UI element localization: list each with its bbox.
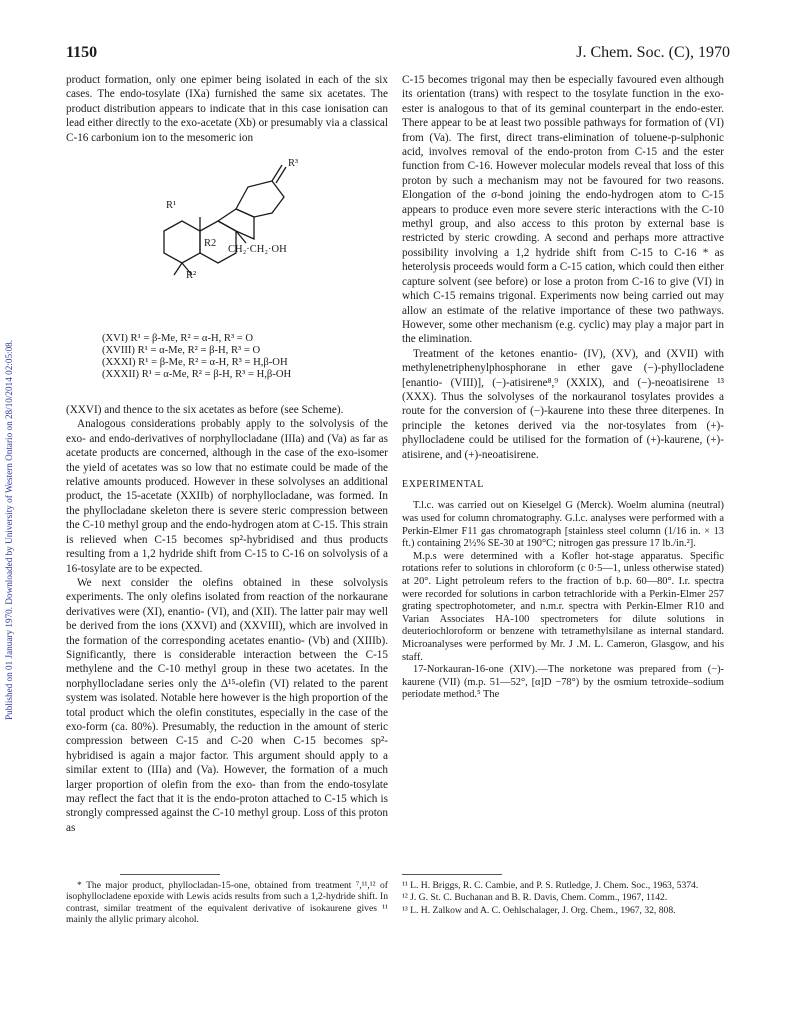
download-watermark-text: Published on 01 January 1970. Downloaded by University of Western Ontario on 28/10/2014 02:05:08. <box>4 339 14 720</box>
download-watermark <box>4 120 18 720</box>
legend-line: (XXXII) R¹ = α-Me, R² = β-H, R³ = H,β-OH <box>102 369 292 381</box>
structure-figure <box>66 151 388 403</box>
reference-item: ¹³ L. H. Zalkow and A. C. Oehlschalager, J. Org. Chem., 1967, 32, 808. <box>402 904 676 916</box>
compound-legend <box>102 333 291 381</box>
experimental-paragraph-2: M.p.s were determined with a Kofler hot-stage apparatus. Specific rotations refer to solutions in chloroform (c 0·5—1, unless otherwise stated) at 20°. Light petroleum refers to the fraction of b.p. 60—80°. I.r. spectra were recorded for solutions in carbon tetrachloride with a Perkin-Elmer 257 grating spectrophotometer, and n.m.r. spectra with Perkin-Elmer R10 and Varian Associates HA-100 spectrometers for dilute solutions in deuteriochloroform or benzene with tetramethylsilane as internal standard. Microanalyses were performed by Mr. J .M. L. Cameron, Glasgow, and his staff. <box>402 550 724 663</box>
tetracyclic-structure-diagram <box>126 151 326 331</box>
left-column <box>66 73 388 835</box>
footnote-divider <box>120 874 220 875</box>
left-paragraph-3: Analogous considerations probably apply to the solvolysis of the exo- and endo-derivatives of norphyllocladane (IIIa) and (Va) as far as acetate products are concerned, although in the case of the exo-isomer the yield of acetates was so low that no estimate could be made of the relative amounts produced. However in these solvolyses an additional product, the 15-acetate (XXIIb) of norphyllocladane, was formed. In the phyllocladane skeleton there is severe steric compression between the C-10 methyl group and the endo-hydrogen atom at C-15. This strain is relieved when C-15 becomes sp²-hybridised and thus products resulting from a 1,2 hydride shift from C-15 to C-16 on solvolysis of a 16-tosylate are to be expected. <box>66 418 388 575</box>
right-paragraph-2: Treatment of the ketones enantio- (IV), (XV), and (XVII) with methylenetriphenylphosphorane in ether gave (−)-phyllocladene [enantio- (VIII)], (−)-atisirene⁸,⁹ (XXIX), and (−)-neoatisirene ¹³ (XXX). Thus the solvolyses of the norkauranol tosylates provides a route for the conversion of (−)-kaurene into these three diterpenes. In principle the ketones derived via the nor-tosylates from (+)-phyllocladene could be utilised for the formation of (+)-kaurene, (+)-atisirene, and (+)-neoatisirene. <box>402 347 724 461</box>
right-paragraph-1: C-15 becomes trigonal may then be especially favoured even although its orientation (trans) with respect to the tosylate function in the exo-ester is analogous to that of its geminal counterpart in the endo-ester. There appear to be at least two possible pathways for formation of (VI) from (Va). The first, direct trans-elimination of toluene-p-sulphonic acid, involves removal of the endo-proton from C-15 and the ester function from C-16. However molecular models reveal that loss of this proton by such a mechanism may not be favoured for two reasons. Elongation of the σ-bond joining the endo-hydrogen atom to C-15 appears to produce even more severe steric interactions with the C-10 methyl group, and also access to this proton by external base is restricted by steric crowding. A second and perhaps more attractive possibility involving a 1,2 hydride shift from C-15 to C-16 * as heterolysis proceeds would form a C-15 cation, which could then either capture solvent (see before) or lose a proton from C-16 to give (VI) in which C-15 remains trigonal. Experiments now being carried out may allow an estimate of the relative importance of these two pathways. However, some other mechanism (e.g. cyclic) may play a major part in the elimination. <box>402 74 724 346</box>
section-heading-experimental: EXPERIMENTAL <box>402 478 484 490</box>
experimental-paragraph-1: T.l.c. was carried out on Kieselgel G (Merck). Woelm alumina (neutral) was used for column chromatography. G.l.c. analyses were performed with a Perkin-Elmer F11 gas chromatograph [stainless steel column (1/16 in. × 13 ft.) containing 2½% SE-30 at 190°C; nitrogen gas pressure 17 lb./in.²]. <box>402 500 724 550</box>
footnote-text: * The major product, phyllocladan-15-one, obtained from treatment ⁷,¹¹,¹² of isophyllocladene epoxide with Lewis acids results from such a 1,2-hydride shift. In contrast, similar treatment of the equivalent derivative of isokaurene gives ¹¹ mainly the allylic primary alcohol. <box>66 880 388 926</box>
label-r3: R³ <box>288 158 299 170</box>
right-column <box>402 73 724 702</box>
ring-d <box>236 181 284 217</box>
left-paragraph-2: (XXVI) and thence to the six acetates as before (see Scheme). <box>66 404 344 417</box>
label-r1: R¹ <box>166 200 177 212</box>
label-r2-inner: R2 <box>204 238 217 250</box>
legend-line: (XXXI) R¹ = β-Me, R² = α-H, R³ = H,β-OH <box>102 357 288 369</box>
legend-line: (XVI) R¹ = β-Me, R² = α-H, R³ = O <box>102 333 254 345</box>
legend-line: (XVIII) R¹ = α-Me, R² = β-H, R³ = O <box>102 345 261 357</box>
label-r2: R² <box>186 270 197 282</box>
reference-item: ¹¹ L. H. Briggs, R. C. Cambie, and P. S. Rutledge, J. Chem. Soc., 1963, 5374. <box>402 880 699 891</box>
page-number: 1150 <box>66 44 98 61</box>
label-chain: CH₂·CH₂·OH <box>228 244 287 256</box>
reference-item: ¹² J. G. St. C. Buchanan and B. R. Davis, Chem. Comm., 1967, 1142. <box>402 892 668 904</box>
references-divider <box>402 874 502 875</box>
reference-list <box>402 880 724 917</box>
left-paragraph-4: We next consider the olefins obtained in these solvolysis experiments. The only olefins isolated from reaction of the norkaurane derivatives were (XI), enantio- (VI), and (XII). The latter pair may well be derived from the ions (XXVI) and (XXVIII), which are involved in the formation of the corresponding acetates enantio- (Vb) and (XIIIb). Significantly, there is considerable interaction between the C-15 methylene and the C-10 methyl group in these two acetates. In the norphyllocladane series only the Δ¹⁵-olefin (VI) related to the parent system was isolated. Notable here however is the high proportion of the total product which the olefin constitutes, especially in the case of the exo-form (ca. 80%). Presumably, the reduction in the amount of steric compression between C-15 and C-20 when C-15 becomes sp²-hybridised is again a major factor. This argument should apply to a similar extent to (IIIa) and (Va). However, the formation of a much larger proportion of olefin from the exo- than from the endo-tosylate may reflect the fact that it is the endo-proton attached to C-15 which is strongly compressed against the C-10 methyl group. Loss of this proton as <box>66 576 388 834</box>
journal-header: J. Chem. Soc. (C), 1970 <box>576 44 730 61</box>
experimental-paragraph-3: 17-Norkauran-16-one (XIV).—The norketone was prepared from (−)-kaurene (VII) (m.p. 51—52°, [α]D −78°) by the osmium tetroxide–sodium periodate method.⁵ The <box>402 664 724 701</box>
left-footnote <box>66 880 388 927</box>
left-paragraph-1: product formation, only one epimer being isolated in each of the six cases. The endo-tosylate (IXa) furnished the same six acetates. The product distribution appears to indicate that in this case ionisation can lead either directly to the exo-acetate (Xb) or presumably via a classical C-16 carbonium ion to the mesomeric ion <box>66 74 388 144</box>
ring-a <box>164 221 200 263</box>
